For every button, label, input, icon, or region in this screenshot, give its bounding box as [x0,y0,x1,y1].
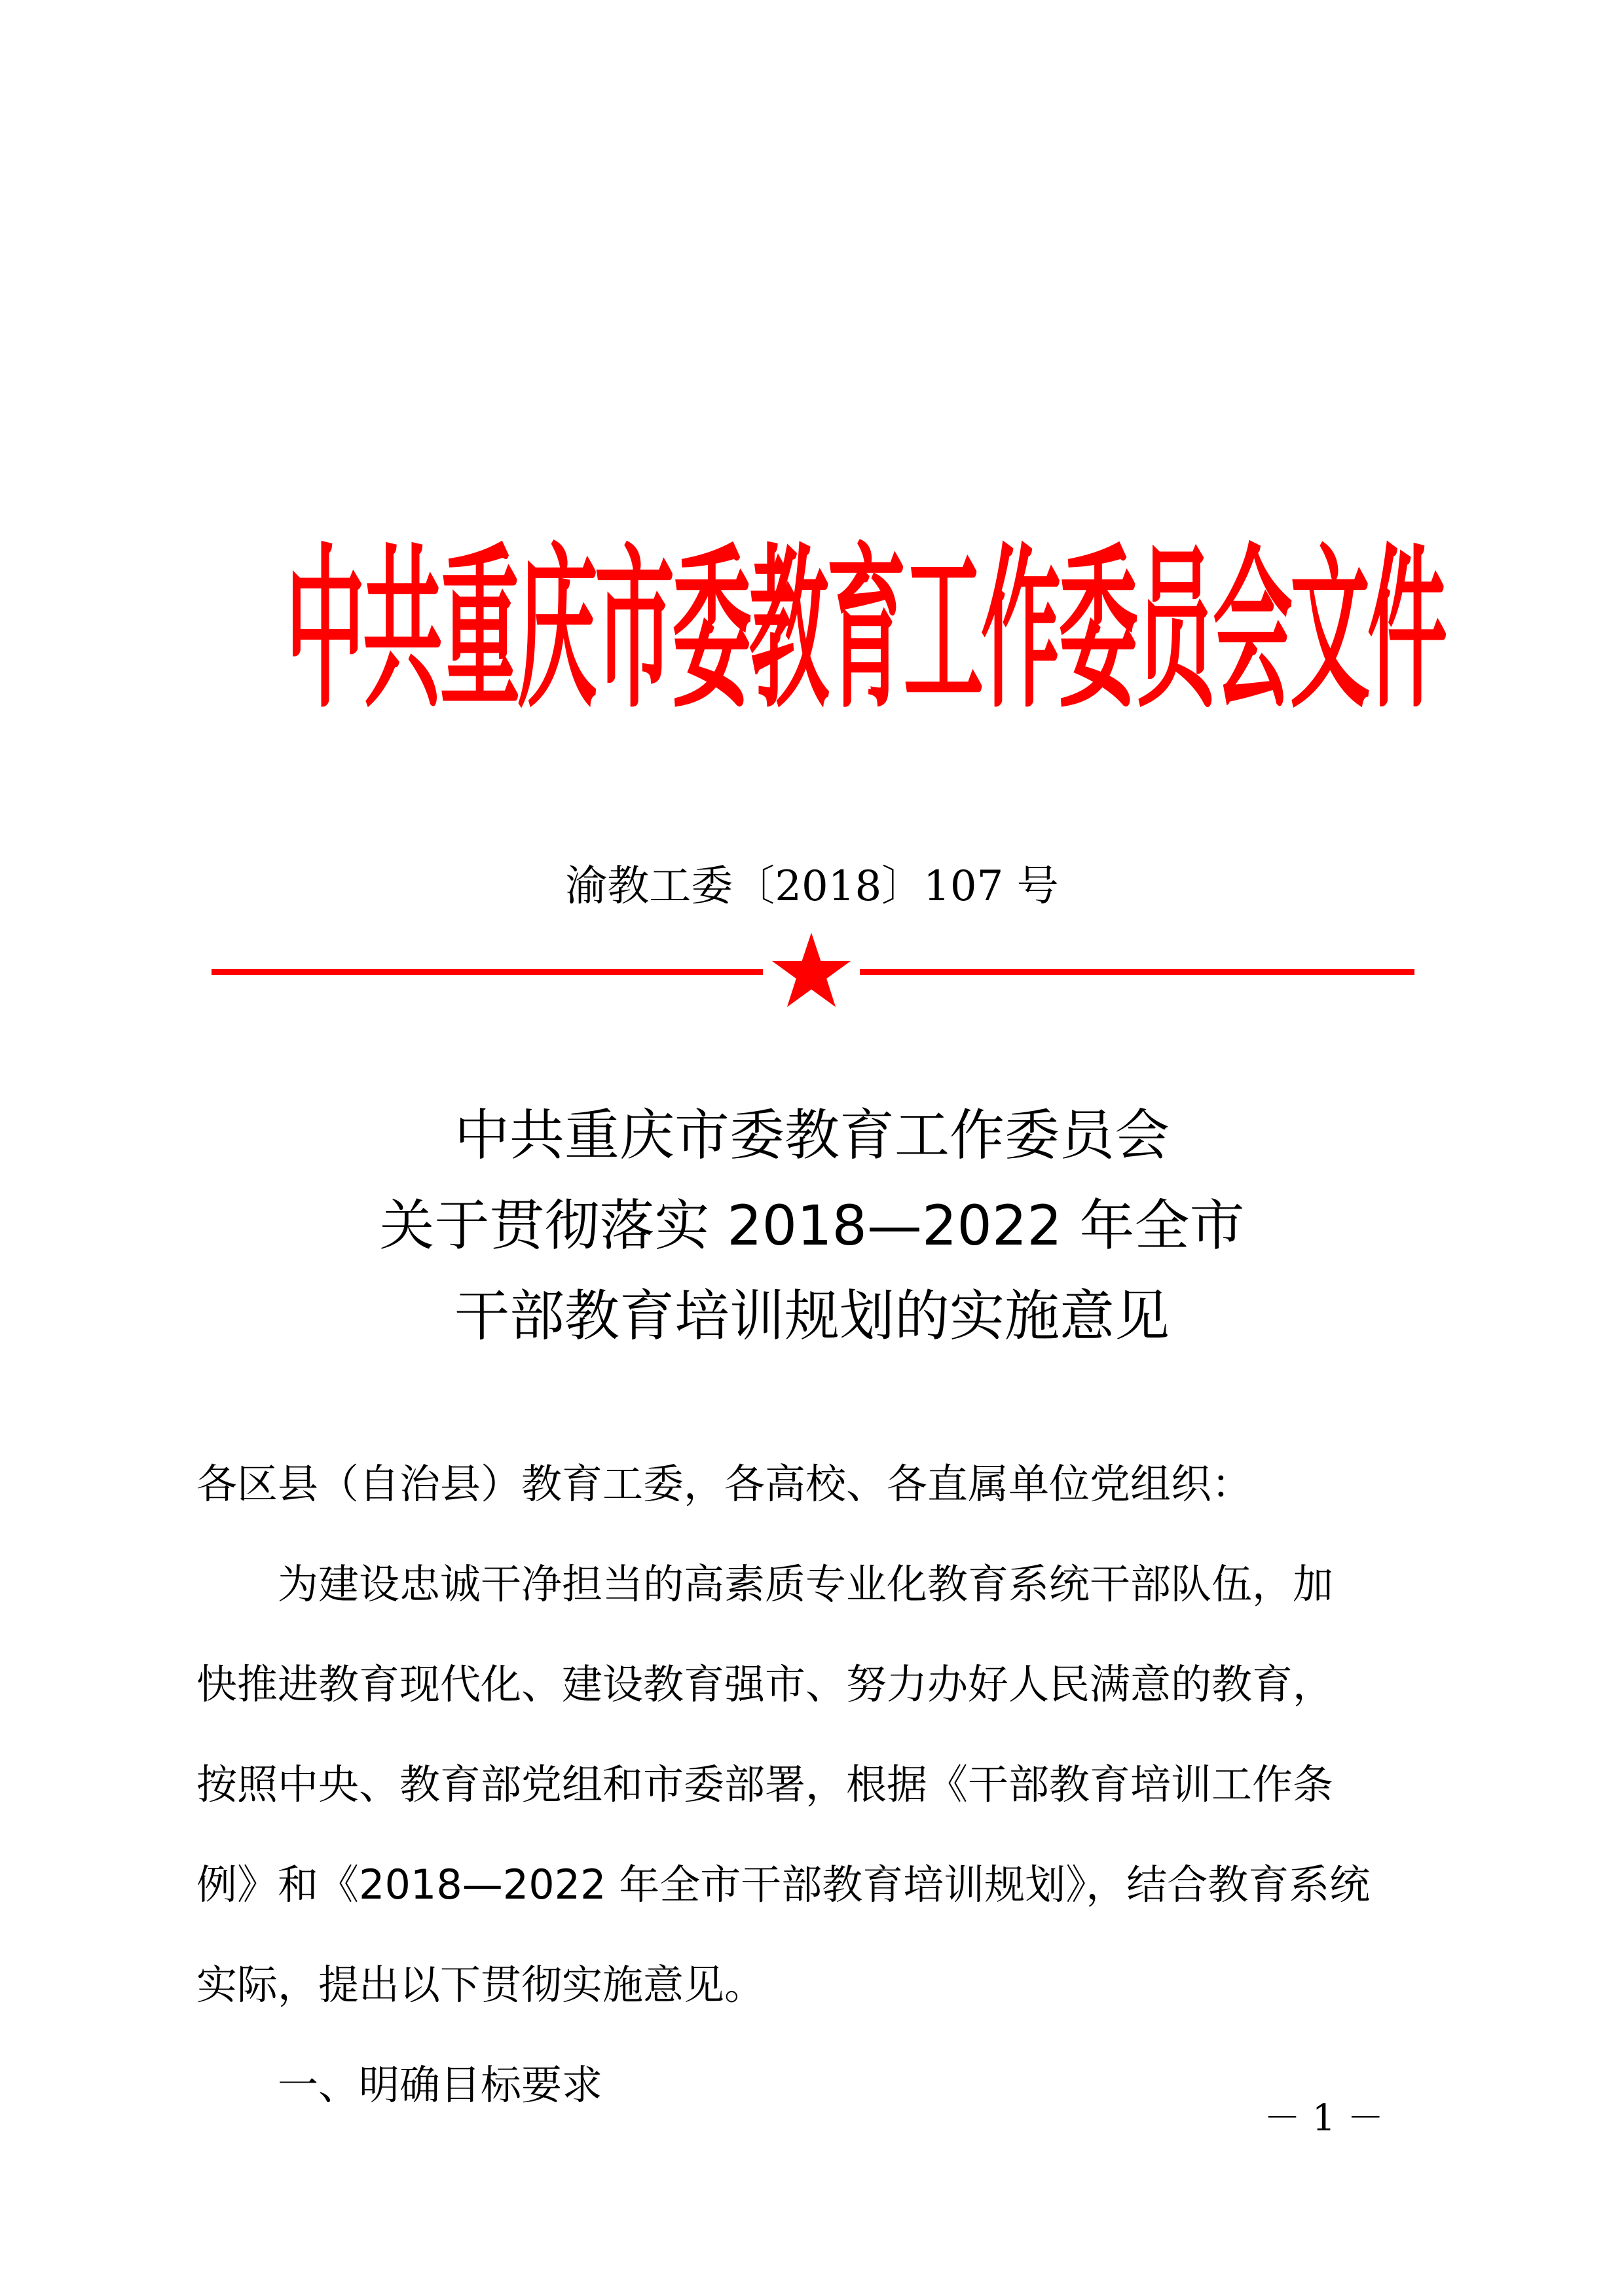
title-line-1: 中共重庆市委教育工作委员会 [454,1103,1170,1167]
red-star-icon [771,931,851,1011]
paragraph-line: 按照中央、教育部党组和市委部署，根据《干部教育培训工作条 [196,1760,1334,1808]
page-number: － 1 － [1264,2097,1384,2140]
section-heading: 一、明确目标要求 [278,2061,603,2109]
document-body [196,1434,1428,2140]
paragraph-line: 快推进教育现代化、建设教育强市、努力办好人民满意的教育， [196,1660,1334,1708]
salutation: 各区县（自治县）教育工委，各高校、各直属单位党组织： [196,1460,1253,1508]
red-rule-right [860,969,1414,975]
document-number: 渝教工委〔2018〕107 号 [565,862,1059,911]
title-line-2: 关于贯彻落实 2018—2022 年全市 [379,1194,1245,1258]
paragraph-line: 为建设忠诚干净担当的高素质专业化教育系统干部队伍，加 [278,1560,1334,1608]
paragraph-line: 例》和《2018—2022 年全市干部教育培训规划》，结合教育系统 [196,1861,1371,1908]
document-title [0,1090,1624,1361]
paragraph-line: 实际，提出以下贯彻实施意见。 [196,1961,766,2009]
title-line-3: 干部教育培训规划的实施意见 [454,1284,1170,1348]
org-red-banner: 中共重庆市委教育工作委员会文件 [285,528,1445,733]
red-rule-left [212,969,763,975]
